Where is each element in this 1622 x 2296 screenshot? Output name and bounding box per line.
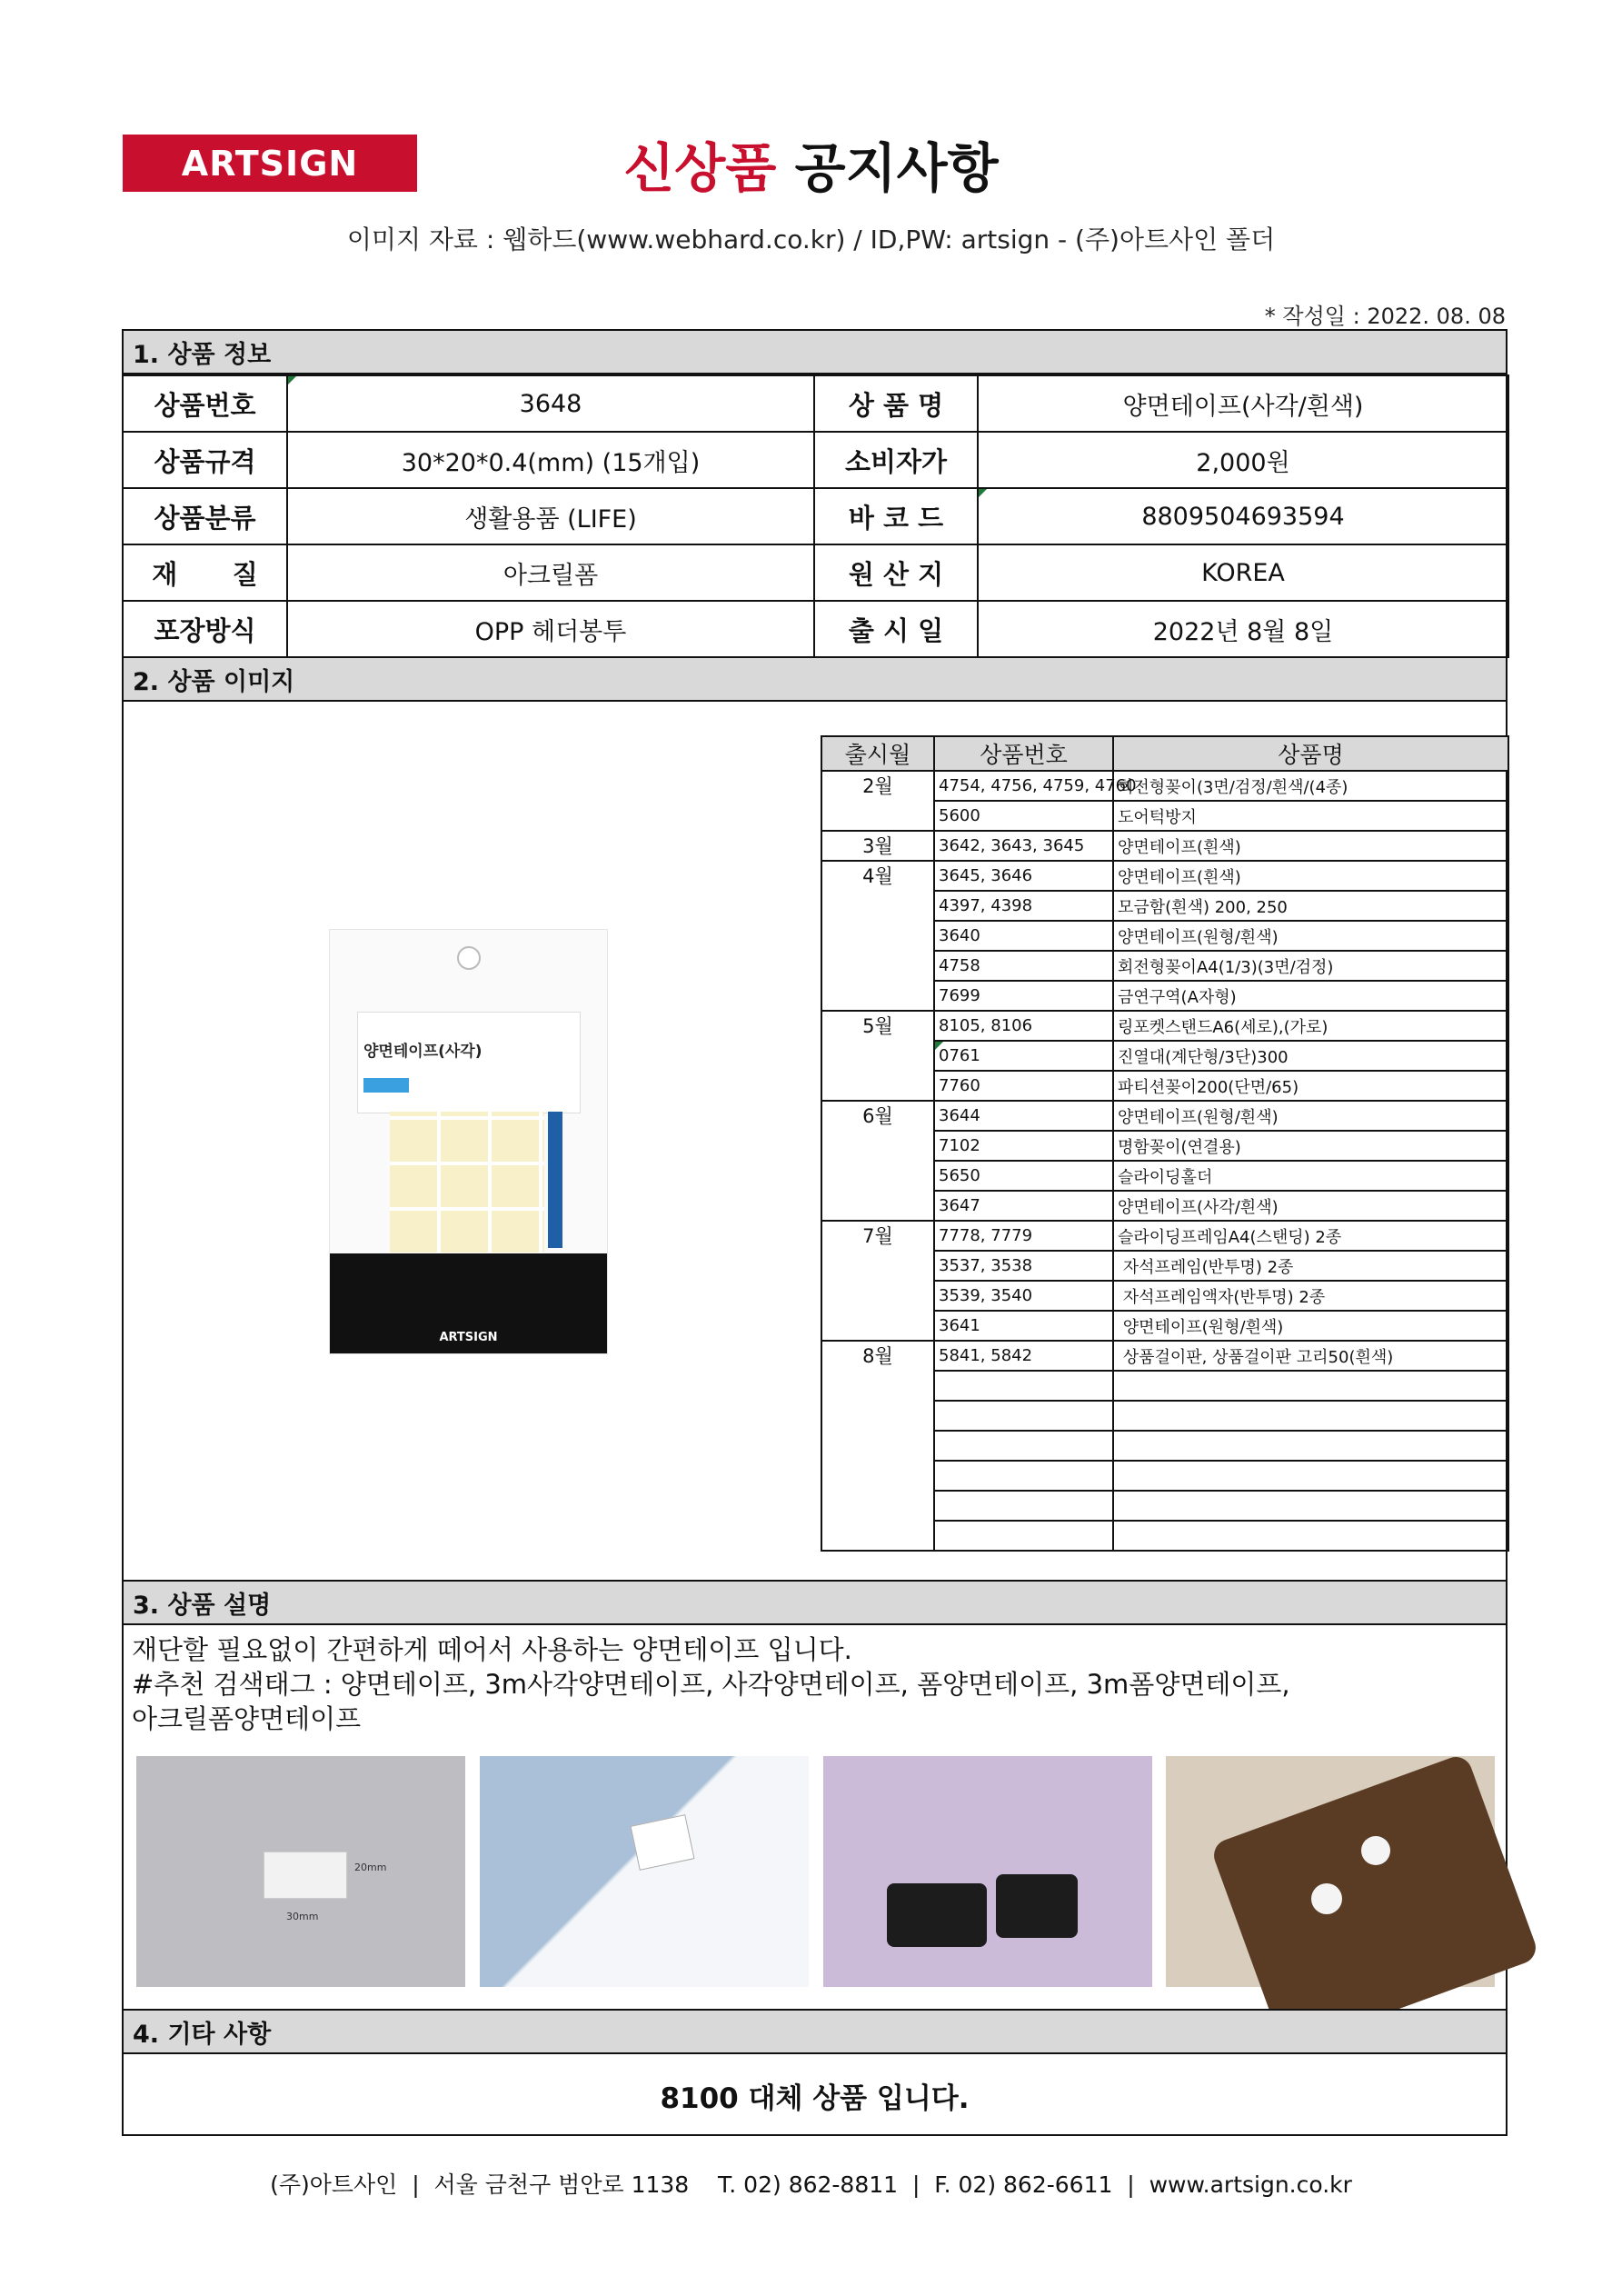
release-code: 3537, 3538 (934, 1251, 1113, 1281)
release-name: 링포켓스탠드A6(세로),(가로) (1113, 1011, 1508, 1041)
release-name: 도어턱방지 (1113, 801, 1508, 831)
dimension-height-label: 20mm (354, 1862, 387, 1873)
release-name: 자석프레임(반투명) 2종 (1113, 1251, 1508, 1281)
release-code: 5600 (934, 801, 1113, 831)
product-package-image (329, 929, 608, 1354)
release-name: 회전형꽂이(3면/검정/흰색/(4종) (1113, 771, 1508, 801)
release-row (821, 891, 1508, 921)
release-name: 자석프레임액자(반투명) 2종 (1113, 1281, 1508, 1311)
release-name: 상품걸이판, 상품걸이판 고리50(흰색) (1113, 1341, 1508, 1371)
other-notes: 8100 대체 상품 입니다. (660, 2081, 970, 2115)
release-month (821, 1491, 934, 1521)
release-name: 양면테이프(원형/흰색) (1113, 921, 1508, 951)
info-label: 상품규격 (123, 432, 287, 488)
company-footer: (주)아트사인 | 서울 금천구 범안로 1138 T. 02) 862-8811 | F. 02) 862-6611 | www.artsign.co.kr (270, 2171, 1352, 2198)
section-product-description (122, 1580, 1508, 1625)
tape-dot (1311, 1883, 1342, 1914)
release-code (934, 1491, 1113, 1521)
release-header-name: 상품명 (1113, 736, 1508, 771)
release-row (821, 1221, 1508, 1251)
release-code: 0761 (934, 1041, 1113, 1071)
release-row (821, 1041, 1508, 1071)
release-code: 7699 (934, 981, 1113, 1011)
release-name: 양면테이프(흰색) (1113, 831, 1508, 861)
description-line: 재단할 필요없이 간편하게 떼어서 사용하는 양면테이프 입니다. (132, 1634, 852, 1665)
info-row (123, 544, 1508, 601)
release-code: 3644 (934, 1101, 1113, 1131)
release-code: 3641 (934, 1311, 1113, 1341)
release-code: 4754, 4756, 4759, 4760 (934, 771, 1113, 801)
info-label: 출 시 일 (814, 601, 978, 657)
package-badge (363, 1078, 409, 1093)
info-value: 생활용품 (LIFE) (287, 488, 814, 544)
release-code: 4758 (934, 951, 1113, 981)
release-row (821, 1011, 1508, 1041)
release-code: 3640 (934, 921, 1113, 951)
info-label: 원 산 지 (814, 544, 978, 601)
info-value: 2,000원 (978, 432, 1508, 488)
release-name: 모금함(흰색) 200, 250 (1113, 891, 1508, 921)
info-label: 소비자가 (814, 432, 978, 488)
release-code: 8105, 8106 (934, 1011, 1113, 1041)
release-month (821, 1371, 934, 1401)
release-row (821, 1371, 1508, 1401)
release-month (821, 1521, 934, 1551)
info-row (123, 375, 1508, 432)
info-value: 8809504693594 (978, 488, 1508, 544)
release-code (934, 1521, 1113, 1551)
release-code (934, 1401, 1113, 1431)
product-info-table (122, 374, 1509, 658)
info-row (123, 601, 1508, 657)
tape-piece (630, 1814, 694, 1871)
release-name (1113, 1521, 1508, 1551)
release-row (821, 1131, 1508, 1161)
info-row (123, 488, 1508, 544)
release-row (821, 1341, 1508, 1371)
release-month (821, 1161, 934, 1191)
package-footer (330, 1253, 607, 1353)
title-highlight: 신상품 (623, 137, 777, 199)
release-code: 3642, 3643, 3645 (934, 831, 1113, 861)
release-name (1113, 1431, 1508, 1461)
info-value: 3648 (287, 375, 814, 432)
release-row (821, 1101, 1508, 1131)
release-row (821, 981, 1508, 1011)
release-header-row (821, 736, 1508, 771)
release-month (821, 1311, 934, 1341)
release-code: 3539, 3540 (934, 1281, 1113, 1311)
release-month (821, 1041, 934, 1071)
release-row (821, 1521, 1508, 1551)
release-code: 4397, 4398 (934, 891, 1113, 921)
page-title (0, 125, 1622, 202)
tape-dot (1361, 1836, 1390, 1865)
section-title: 1. 상품 정보 (133, 340, 272, 369)
package-label (357, 1012, 581, 1113)
frame-object (996, 1874, 1078, 1938)
info-label: 재 질 (123, 544, 287, 601)
release-row (821, 921, 1508, 951)
photo-wood-board (1166, 1756, 1495, 1987)
release-header-code: 상품번호 (934, 736, 1113, 771)
release-month: 6월 (821, 1101, 934, 1131)
release-row (821, 1251, 1508, 1281)
release-code: 3647 (934, 1191, 1113, 1221)
release-month (821, 1251, 934, 1281)
typewriter-object (887, 1883, 987, 1947)
info-label: 상 품 명 (814, 375, 978, 432)
release-row (821, 1491, 1508, 1521)
release-code (934, 1461, 1113, 1491)
photo-typewriter-magnet (823, 1756, 1152, 1987)
info-row (123, 432, 1508, 488)
package-brand: ARTSIGN (439, 1331, 498, 1344)
release-row (821, 1281, 1508, 1311)
release-name: 양면테이프(원형/흰색) (1113, 1311, 1508, 1341)
release-month (821, 921, 934, 951)
info-value: 아크릴폼 (287, 544, 814, 601)
release-row (821, 1311, 1508, 1341)
release-row (821, 861, 1508, 891)
release-month (821, 1461, 934, 1491)
release-month: 3월 (821, 831, 934, 861)
info-value: 양면테이프(사각/흰색) (978, 375, 1508, 432)
release-month: 8월 (821, 1341, 934, 1371)
release-month (821, 1191, 934, 1221)
package-tab (548, 1112, 562, 1248)
release-code: 7102 (934, 1131, 1113, 1161)
logo-text: ARTSIGN (181, 143, 359, 184)
written-date: * 작성일 : 2022. 08. 08 (1264, 304, 1506, 329)
release-name (1113, 1371, 1508, 1401)
release-month (821, 1131, 934, 1161)
release-row (821, 1071, 1508, 1101)
description-tags-cont: 아크릴폼양면테이프 (132, 1703, 362, 1734)
release-month: 5월 (821, 1011, 934, 1041)
release-row (821, 1191, 1508, 1221)
release-month (821, 1071, 934, 1101)
info-value: KOREA (978, 544, 1508, 601)
release-name: 슬라이딩프레임A4(스탠딩) 2종 (1113, 1221, 1508, 1251)
release-name: 진열대(계단형/3단)300 (1113, 1041, 1508, 1071)
release-name: 파티션꽂이200(단면/65) (1113, 1071, 1508, 1101)
release-row (821, 951, 1508, 981)
release-row (821, 801, 1508, 831)
photo-dimensions (136, 1756, 465, 1987)
info-value: 2022년 8월 8일 (978, 601, 1508, 657)
info-label: 상품분류 (123, 488, 287, 544)
info-value: 30*20*0.4(mm) (15개입) (287, 432, 814, 488)
release-month (821, 1281, 934, 1311)
info-label: 바 코 드 (814, 488, 978, 544)
release-row (821, 1431, 1508, 1461)
release-name: 양면테이프(원형/흰색) (1113, 1101, 1508, 1131)
info-label: 포장방식 (123, 601, 287, 657)
release-row (821, 831, 1508, 861)
release-row (821, 771, 1508, 801)
release-name: 명함꽂이(연결용) (1113, 1131, 1508, 1161)
section-title: 3. 상품 설명 (133, 1591, 272, 1620)
release-code: 3645, 3646 (934, 861, 1113, 891)
release-code (934, 1431, 1113, 1461)
section-title: 4. 기타 사항 (133, 2020, 272, 2049)
release-code: 5841, 5842 (934, 1341, 1113, 1371)
release-month (821, 951, 934, 981)
release-name (1113, 1401, 1508, 1431)
release-name (1113, 1461, 1508, 1491)
description-tags: #추천 검색태그 : 양면테이프, 3m사각양면테이프, 사각양면테이프, 폼양면테이프, 3m폼양면테이프, (132, 1669, 1290, 1700)
release-month (821, 1401, 934, 1431)
release-month: 4월 (821, 861, 934, 891)
section-title: 2. 상품 이미지 (133, 667, 295, 696)
release-month (821, 891, 934, 921)
release-row (821, 1161, 1508, 1191)
release-code: 7778, 7779 (934, 1221, 1113, 1251)
info-label: 상품번호 (123, 375, 287, 432)
release-month (821, 801, 934, 831)
release-month (821, 981, 934, 1011)
tape-piece (264, 1852, 347, 1899)
hang-hole (457, 946, 481, 970)
photo-hand-applying (480, 1756, 809, 1987)
release-code: 5650 (934, 1161, 1113, 1191)
webhard-info: 이미지 자료 : 웹하드(www.webhard.co.kr) / ID,PW: artsign - (주)아트사인 폴더 (346, 225, 1276, 255)
title-rest: 공지사항 (794, 137, 999, 199)
release-name: 회전형꽂이A4(1/3)(3면/검정) (1113, 951, 1508, 981)
release-name: 슬라이딩홀더 (1113, 1161, 1508, 1191)
section-product-image (122, 656, 1508, 702)
release-table (821, 735, 1509, 1552)
release-month: 7월 (821, 1221, 934, 1251)
info-value: OPP 헤더봉투 (287, 601, 814, 657)
release-month: 2월 (821, 771, 934, 801)
release-code (934, 1371, 1113, 1401)
release-row (821, 1461, 1508, 1491)
product-description (132, 1632, 1290, 1736)
release-name: 금연구역(A자형) (1113, 981, 1508, 1011)
release-month (821, 1431, 934, 1461)
release-name: 양면테이프(사각/흰색) (1113, 1191, 1508, 1221)
release-row (821, 1401, 1508, 1431)
section-product-info (122, 329, 1508, 374)
package-label-title: 양면테이프(사각) (363, 1043, 483, 1061)
release-header-month: 출시월 (821, 736, 934, 771)
release-name (1113, 1491, 1508, 1521)
dimension-width-label: 30mm (286, 1911, 319, 1922)
release-code: 7760 (934, 1071, 1113, 1101)
release-name: 양면테이프(흰색) (1113, 861, 1508, 891)
section-other (122, 2009, 1508, 2054)
